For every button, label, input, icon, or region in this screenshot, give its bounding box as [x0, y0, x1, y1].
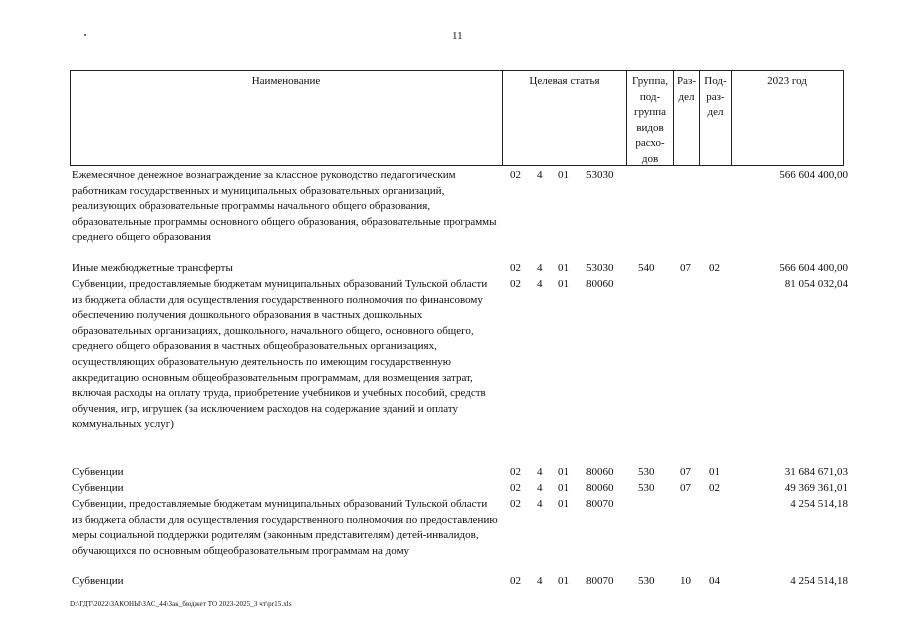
code-2: 4: [537, 498, 543, 510]
amount: 4 254 514,18: [790, 498, 848, 510]
row-name: Субвенции: [72, 482, 124, 494]
code-4: 80070: [586, 498, 614, 510]
section-code: 10: [680, 575, 691, 587]
code-3: 01: [558, 278, 569, 290]
header-target: Целевая статья: [529, 75, 600, 87]
code-1: 02: [510, 262, 521, 274]
subsection-code: 02: [709, 482, 720, 494]
row-name: Ежемесячное денежное вознаграждение за классное руководство педагогическим работникам государственных и муниципальных образовательных организаций, реализующих образовательные программы начального общего образования, образовательные программы основного общего образования, образовательные программы среднего общего образования: [72, 169, 497, 244]
amount: 49 369 361,01: [784, 482, 848, 494]
header-group: Группа, под- группа видов расхо- дов: [632, 75, 668, 165]
subsection-code: 02: [709, 262, 720, 274]
group-code: 530: [638, 466, 655, 478]
code-4: 80060: [586, 466, 614, 478]
group-code: 540: [638, 262, 655, 274]
group-code: 530: [638, 575, 655, 587]
code-4: 80060: [586, 278, 614, 290]
group-code: 530: [638, 482, 655, 494]
header-year: 2023 год: [767, 75, 807, 87]
file-path-footer: D:\ГДТ\2022\ЗАКОНЫ\ЗАС_44\Зак_бюджет ТО 2023-2025_3 чт\pr15.xls: [70, 600, 292, 608]
section-code: 07: [680, 482, 691, 494]
code-4: 53030: [586, 169, 614, 181]
amount: 81 054 032,04: [784, 278, 848, 290]
code-3: 01: [558, 262, 569, 274]
code-3: 01: [558, 482, 569, 494]
code-4: 80060: [586, 482, 614, 494]
code-2: 4: [537, 278, 543, 290]
row-name: Субвенции: [72, 466, 124, 478]
section-code: 07: [680, 262, 691, 274]
code-1: 02: [510, 466, 521, 478]
code-4: 53030: [586, 262, 614, 274]
code-3: 01: [558, 169, 569, 181]
header-subsection: Под- раз- дел: [704, 75, 727, 118]
row-name: Субвенции, предоставляемые бюджетам муниципальных образований Тульской области из бюджета области для осуществления государственного полномочия по финансовому обеспечению получения дошкольного образования в частных дошкольных образовательных организациях, дошкольного, начального общего, основного общего, среднего общего образования в частных общеобразовательных организациях, осуществляющих образовательную деятельность по имеющим государственную аккредитацию основным общеобразовательным программам, для возмещения затрат, включая расходы на оплату труда, приобретение учебников и учебных пособий, средств обучения, игр, игрушек (за исключением расходов на содержание зданий и оплату коммунальных услуг): [72, 278, 488, 431]
code-2: 4: [537, 262, 543, 274]
section-code: 07: [680, 466, 691, 478]
code-1: 02: [510, 169, 521, 181]
amount: 566 604 400,00: [779, 169, 848, 181]
code-2: 4: [537, 575, 543, 587]
page-number: 11: [452, 30, 463, 42]
subsection-code: 01: [709, 466, 720, 478]
header-section: Раз- дел: [676, 75, 696, 103]
row-name: Субвенции, предоставляемые бюджетам муниципальных образований Тульской области из бюджета области для осуществления государственного полномочия по предоставлению меры социальной поддержки родителям (законным представителям) детей-инвалидов, обучающихся по основным общеобразовательным программам на дому: [72, 498, 498, 557]
code-3: 01: [558, 575, 569, 587]
row-name: Субвенции: [72, 575, 124, 587]
code-2: 4: [537, 466, 543, 478]
row-name: Иные межбюджетные трансферты: [72, 262, 233, 274]
code-1: 02: [510, 498, 521, 510]
amount: 31 684 671,03: [784, 466, 848, 478]
scan-speck: [84, 34, 86, 36]
code-3: 01: [558, 466, 569, 478]
header-name: Наименование: [251, 75, 321, 87]
code-1: 02: [510, 575, 521, 587]
code-1: 02: [510, 278, 521, 290]
amount: 4 254 514,18: [790, 575, 848, 587]
code-3: 01: [558, 498, 569, 510]
code-2: 4: [537, 169, 543, 181]
code-1: 02: [510, 482, 521, 494]
code-2: 4: [537, 482, 543, 494]
subsection-code: 04: [709, 575, 720, 587]
amount: 566 604 400,00: [779, 262, 848, 274]
code-4: 80070: [586, 575, 614, 587]
header-divider: [626, 70, 627, 166]
